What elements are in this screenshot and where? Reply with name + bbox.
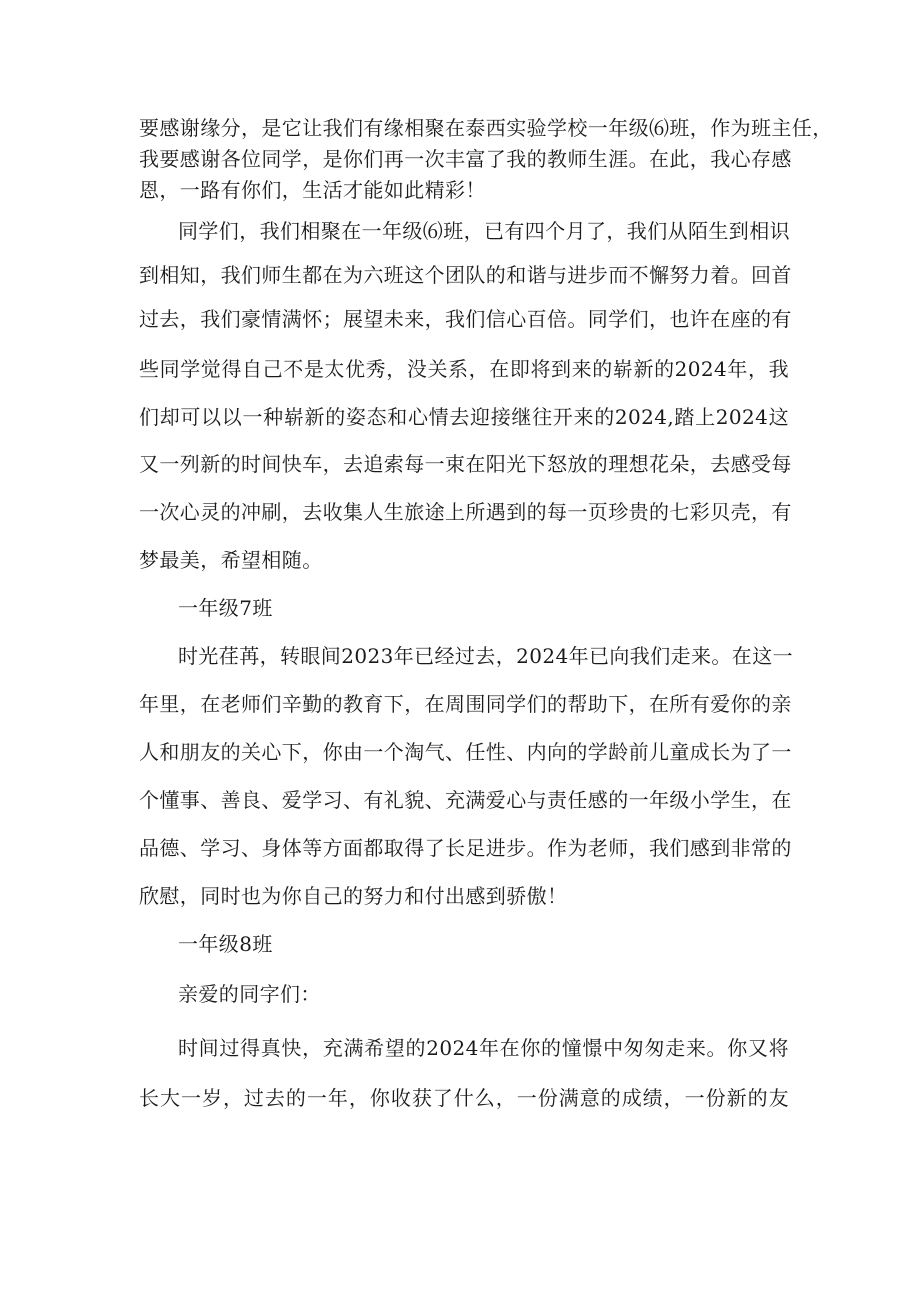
- section-heading: 一年级8班: [178, 932, 273, 956]
- text-line: 欣慰，同时也为你自己的努力和付出感到骄傲！: [139, 884, 568, 908]
- text-line: 时间过得真快，充满希望的2024年在你的憧憬中匆匆走来。你又将: [178, 1036, 789, 1060]
- text-line: 年里，在老师们辛勤的教育下，在周围同学们的帮助下，在所有爱你的亲: [139, 692, 792, 716]
- text-line: 品德、学习、身体等方面都取得了长足进步。作为老师，我们感到非常的: [139, 836, 792, 860]
- text-line: 要感谢缘分，是它让我们有缘相聚在泰西实验学校一年级⑹班，作为班主任，: [139, 116, 833, 140]
- text-line: 过去，我们豪情满怀；展望未来，我们信心百倍。同学们，也许在座的有: [139, 307, 792, 331]
- text-line: 个懂事、善良、爱学习、有礼貌、充满爱心与责任感的一年级小学生，在: [139, 788, 792, 812]
- text-line: 人和朋友的关心下，你由一个淘气、任性、内向的学龄前儿童成长为了一: [139, 740, 792, 764]
- text-line: 到相知，我们师生都在为六班这个团队的和谐与进步而不懈努力着。回首: [139, 263, 792, 287]
- text-line: 我要感谢各位同学，是你们再一次丰富了我的教师生涯。在此，我心存感: [139, 147, 792, 171]
- text-line: 又一列新的时间快车，去追索每一束在阳光下怒放的理想花朵，去感受每: [139, 452, 792, 476]
- text-line: 时光荏苒，转眼间2023年已经过去，2024年已向我们走来。在这一: [178, 644, 793, 668]
- salutation: 亲爱的同字们：: [178, 982, 321, 1006]
- section-heading: 一年级7班: [178, 596, 273, 620]
- text-line: 一次心灵的冲刷，去收集人生旅途上所遇到的每一页珍贵的七彩贝壳，有: [139, 500, 792, 524]
- text-line: 长大一岁，过去的一年，你收获了什么，一份满意的成绩，一份新的友: [139, 1086, 789, 1110]
- text-line: 同学们，我们相聚在一年级⑹班，已有四个月了，我们从陌生到相识: [178, 219, 790, 243]
- text-line: 恩，一路有你们，生活才能如此精彩！: [139, 178, 486, 202]
- text-line: 梦最美，希望相随。: [139, 548, 323, 572]
- text-line: 些同学觉得自己不是太优秀，没关系，在即将到来的崭新的2024年，我: [139, 357, 789, 381]
- text-line: 们却可以以一种崭新的姿态和心情去迎接继往开来的2024,踏上2024这: [139, 405, 789, 429]
